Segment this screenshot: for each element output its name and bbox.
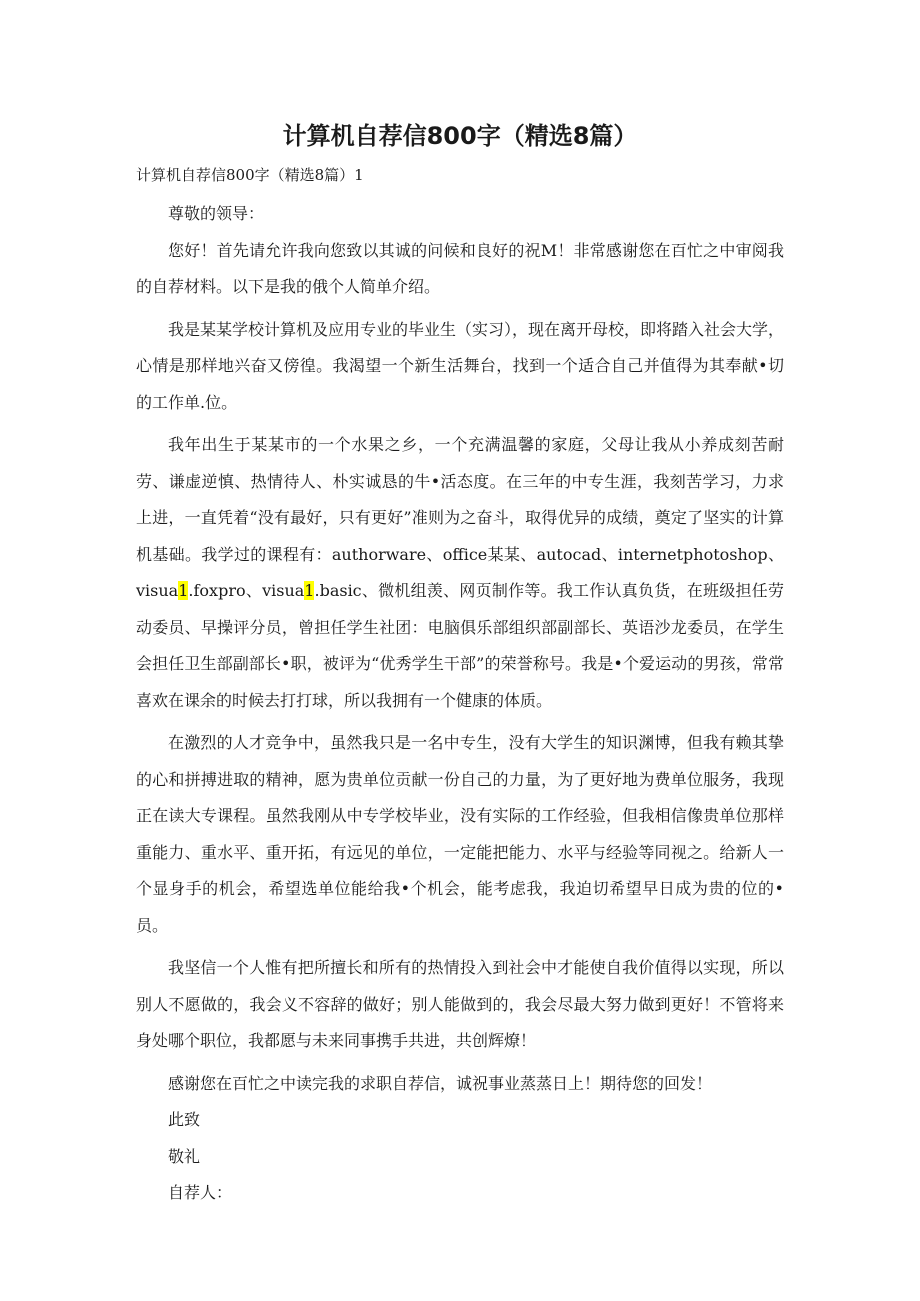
- paragraph-background: [136, 427, 784, 719]
- highlight-mark-2: 1: [304, 581, 315, 600]
- closing-line: 感谢您在百忙之中读完我的求职自荐信，诚祝事业蒸蒸日上！期待您的回发！: [168, 1073, 713, 1093]
- document-title: 计算机自荐信800字（精选8篇）: [282, 122, 638, 150]
- highlight-mark-1: 1: [178, 581, 189, 600]
- paragraph-background-text-1: 我年出生于某某市的一个水果之乡，一个充满温馨的家庭，父母让我从小养成刻苦耐劳、谦虚逆慎、热情待人、朴实诚恳的牛•活态度。在三年的中专生涯，我刻苦学习，力求上进，一直凭着“没有最好，只有更好”准则为之奋斗，取得优异的成绩，奠定了坚实的计算机基础。我学过的课程有：authorware、office某某、autocad、internetphotoshop、visua: [136, 435, 784, 600]
- sign-off-cizhi: 此致: [168, 1110, 201, 1129]
- signature-line: 自荐人：: [168, 1183, 233, 1202]
- paragraph-motivation: 在激烈的人才竞争中，虽然我只是一名中专生，没有大学生的知识渊博，但我有赖其挚的心和拼搏进取的精神，愿为贵单位贡献一份自己的力量，为了更好地为费单位服务，我现正在读大专课程。虽然我刚从中专学校毕业，没有实际的工作经验，但我相信像贵单位那样重能力、重水平、重开拓，有远见的单位，一定能把能力、水平与经验等同视之。给新人一个显身手的机会，希望选单位能给我•个机会，能考虑我，我迫切希望早日成为贵的位的•员。: [136, 733, 784, 935]
- document-body: [136, 196, 784, 1212]
- paragraph-background-text-2: .foxpro、visua: [188, 581, 305, 600]
- paragraph-greeting: 您好！首先请允许我向您致以其诚的问候和良好的祝M！非常感谢您在百忙之中审阅我的自荐材料。以下是我的俄个人简单介绍。: [136, 240, 784, 296]
- sign-off-jingli: 敬礼: [168, 1146, 201, 1166]
- paragraph-belief: 我坚信一个人惟有把所擅长和所有的热情投入到社会中才能使自我价值得以实现，所以别人不愿做的，我会义不容辞的做好；别人能做到的，我会尽最大努力做到更好！不管将来身处哪个职位，我都愿与未来同事携手共进，共创辉燎！: [136, 958, 784, 1050]
- paragraph-introduction: 我是某某学校计算机及应用专业的毕业生（实习），现在离开母校，即将踏入社会大学，心情是那样地兴奋又傍徨。我渴望一个新生活舞台，找到一个适合自己并值得为其奉献•切的工作单.位。: [136, 319, 785, 412]
- paragraph-background-text-3: .basic、微机组羡、网页制作等。我工作认真负货，在班级担任劳动委员、早操评分员，曾担任学生社团：电脑俱乐部组织部副部长、英语沙龙委员，在学生会担任卫生部副部长•职，被评为“优秀学生干部”的荣誉称号。我是•个爱运动的男孩，常常喜欢在课余的时候去打打球，所以我拥有一个健康的体质。: [136, 581, 784, 710]
- salutation: 尊敬的领导：: [168, 204, 265, 223]
- document-subtitle: 计算机自荐信800字（精选8篇）1: [136, 166, 364, 184]
